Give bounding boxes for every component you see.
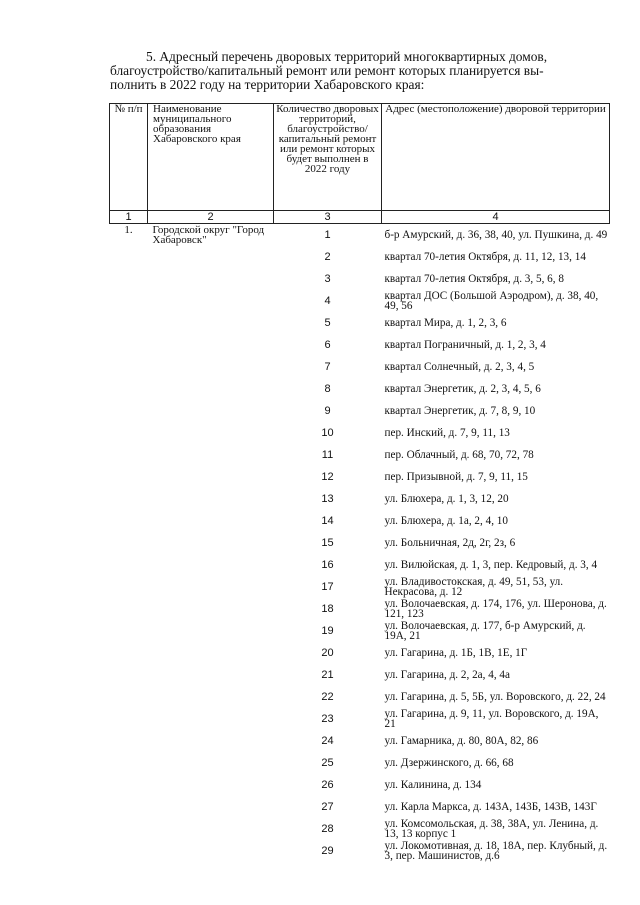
section-heading [110, 50, 608, 92]
row-number: 18 [321, 603, 334, 615]
row-address: ул. Владивостокская, д. 49, 51, 53, ул. Некрасова, д. 12 [384, 576, 564, 598]
row-address: ул. Гагарина, д. 5, 5Б, ул. Воровского, д. 22, 24 [384, 691, 606, 703]
row-number: 15 [321, 537, 334, 549]
row-address: пер. Инский, д. 7, 9, 11, 13 [384, 427, 510, 439]
row-address: ул. Больничная, 2д, 2г, 2з, 6 [384, 537, 516, 549]
row-number: 28 [321, 823, 334, 835]
row-number: 8 [324, 383, 331, 395]
row-address: квартал Энергетик, д. 2, 3, 4, 5, 6 [384, 383, 541, 395]
row-number: 27 [321, 801, 334, 813]
row-address: ул. Калинина, д. 134 [384, 779, 482, 791]
row-address: квартал Пограничный, д. 1, 2, 3, 4 [384, 339, 546, 351]
address-table [109, 103, 610, 862]
row-number: 6 [324, 339, 331, 351]
heading-line-1: 5. Адресный перечень дворовых территорий многоквартирных домов, [146, 49, 548, 64]
row-number: 11 [321, 449, 334, 461]
header-municipality: Наименование муниципального образования Хабаровского края [148, 104, 274, 211]
row-number: 20 [321, 647, 334, 659]
row-number: 22 [321, 691, 334, 703]
column-number-row [110, 211, 610, 224]
row-address: ул. Комсомольская, д. 38, 38А, ул. Ленина, д. 13, 13 корпус 1 [384, 818, 599, 840]
row-number: 23 [321, 713, 334, 725]
row-number: 2 [324, 251, 331, 263]
column-number: 1 [110, 211, 148, 224]
group-index: 1. [124, 224, 133, 236]
heading-line-3: полнить в 2022 году на территории Хабаровского края: [110, 77, 425, 92]
heading-line-2: благоустройство/капитальный ремонт или ремонт которых планируется вы- [110, 63, 544, 78]
row-address: квартал Энергетик, д. 7, 8, 9, 10 [384, 405, 536, 417]
row-number: 3 [324, 273, 331, 285]
column-number: 3 [274, 211, 382, 224]
row-address: б-р Амурский, д. 36, 38, 40, ул. Пушкина, д. 49 [384, 229, 608, 241]
row-number: 29 [321, 845, 334, 857]
row-address: ул. Гагарина, д. 1Б, 1В, 1Е, 1Г [384, 647, 528, 659]
row-address: ул. Волочаевская, д. 177, б-р Амурский, д. 19А, 21 [384, 620, 586, 642]
table-header-row [110, 104, 610, 211]
row-address: квартал Мира, д. 1, 2, 3, 6 [384, 317, 507, 329]
row-number: 13 [321, 493, 334, 505]
row-address: ул. Гагарина, д. 2, 2а, 4, 4а [384, 669, 510, 681]
row-address: ул. Блюхера, д. 1а, 2, 4, 10 [384, 515, 508, 527]
row-number: 19 [321, 625, 334, 637]
row-number: 14 [321, 515, 334, 527]
row-number: 1 [324, 229, 331, 241]
table-body [110, 224, 610, 863]
table-row [110, 224, 610, 247]
row-number: 26 [321, 779, 334, 791]
row-address: квартал 70-летия Октября, д. 3, 5, 6, 8 [384, 273, 564, 285]
row-number: 17 [321, 581, 334, 593]
row-number: 5 [324, 317, 331, 329]
row-number: 9 [324, 405, 331, 417]
row-address: ул. Дзержинского, д. 66, 68 [384, 757, 514, 769]
row-address: ул. Гамарника, д. 80, 80А, 82, 86 [384, 735, 539, 747]
header-number: № п/п [110, 104, 148, 211]
row-address: квартал ДОС (Большой Аэродром), д. 38, 40, 49, 56 [384, 290, 599, 312]
row-address: ул. Вилюйская, д. 1, 3, пер. Кедровый, д. 3, 4 [384, 559, 598, 571]
header-count: Количество дворовых территорий, благоустройство/ капитальный ремонт или ремонт которых будет выполнен в 2022 году [274, 104, 382, 211]
row-number: 4 [324, 295, 331, 307]
row-address: квартал 70-летия Октября, д. 11, 12, 13, 14 [384, 251, 586, 263]
row-number: 21 [321, 669, 334, 681]
row-address: ул. Гагарина, д. 9, 11, ул. Воровского, д. 19А, 21 [384, 708, 599, 730]
municipality-name: Городской округ "Город Хабаровск" [152, 224, 265, 246]
column-number: 2 [148, 211, 274, 224]
row-number: 24 [321, 735, 334, 747]
row-address: ул. Карла Маркса, д. 143А, 143Б, 143В, 143Г [384, 801, 597, 813]
row-number: 16 [321, 559, 334, 571]
row-address: пер. Призывной, д. 7, 9, 11, 15 [384, 471, 528, 483]
row-address: квартал Солнечный, д. 2, 3, 4, 5 [384, 361, 535, 373]
row-address: ул. Волочаевская, д. 174, 176, ул. Шеронова, д. 121, 123 [384, 598, 607, 620]
row-number: 25 [321, 757, 334, 769]
header-address: Адрес (местоположение) дворовой территории [382, 104, 610, 211]
row-number: 7 [324, 361, 331, 373]
row-address: ул. Локомотивная, д. 18, 18А, пер. Клубный, д. 3, пер. Машинистов, д.6 [384, 840, 608, 862]
row-number: 12 [321, 471, 334, 483]
row-number: 10 [321, 427, 334, 439]
row-address: ул. Блюхера, д. 1, 3, 12, 20 [384, 493, 509, 505]
column-number: 4 [382, 211, 610, 224]
row-address: пер. Облачный, д. 68, 70, 72, 78 [384, 449, 534, 461]
